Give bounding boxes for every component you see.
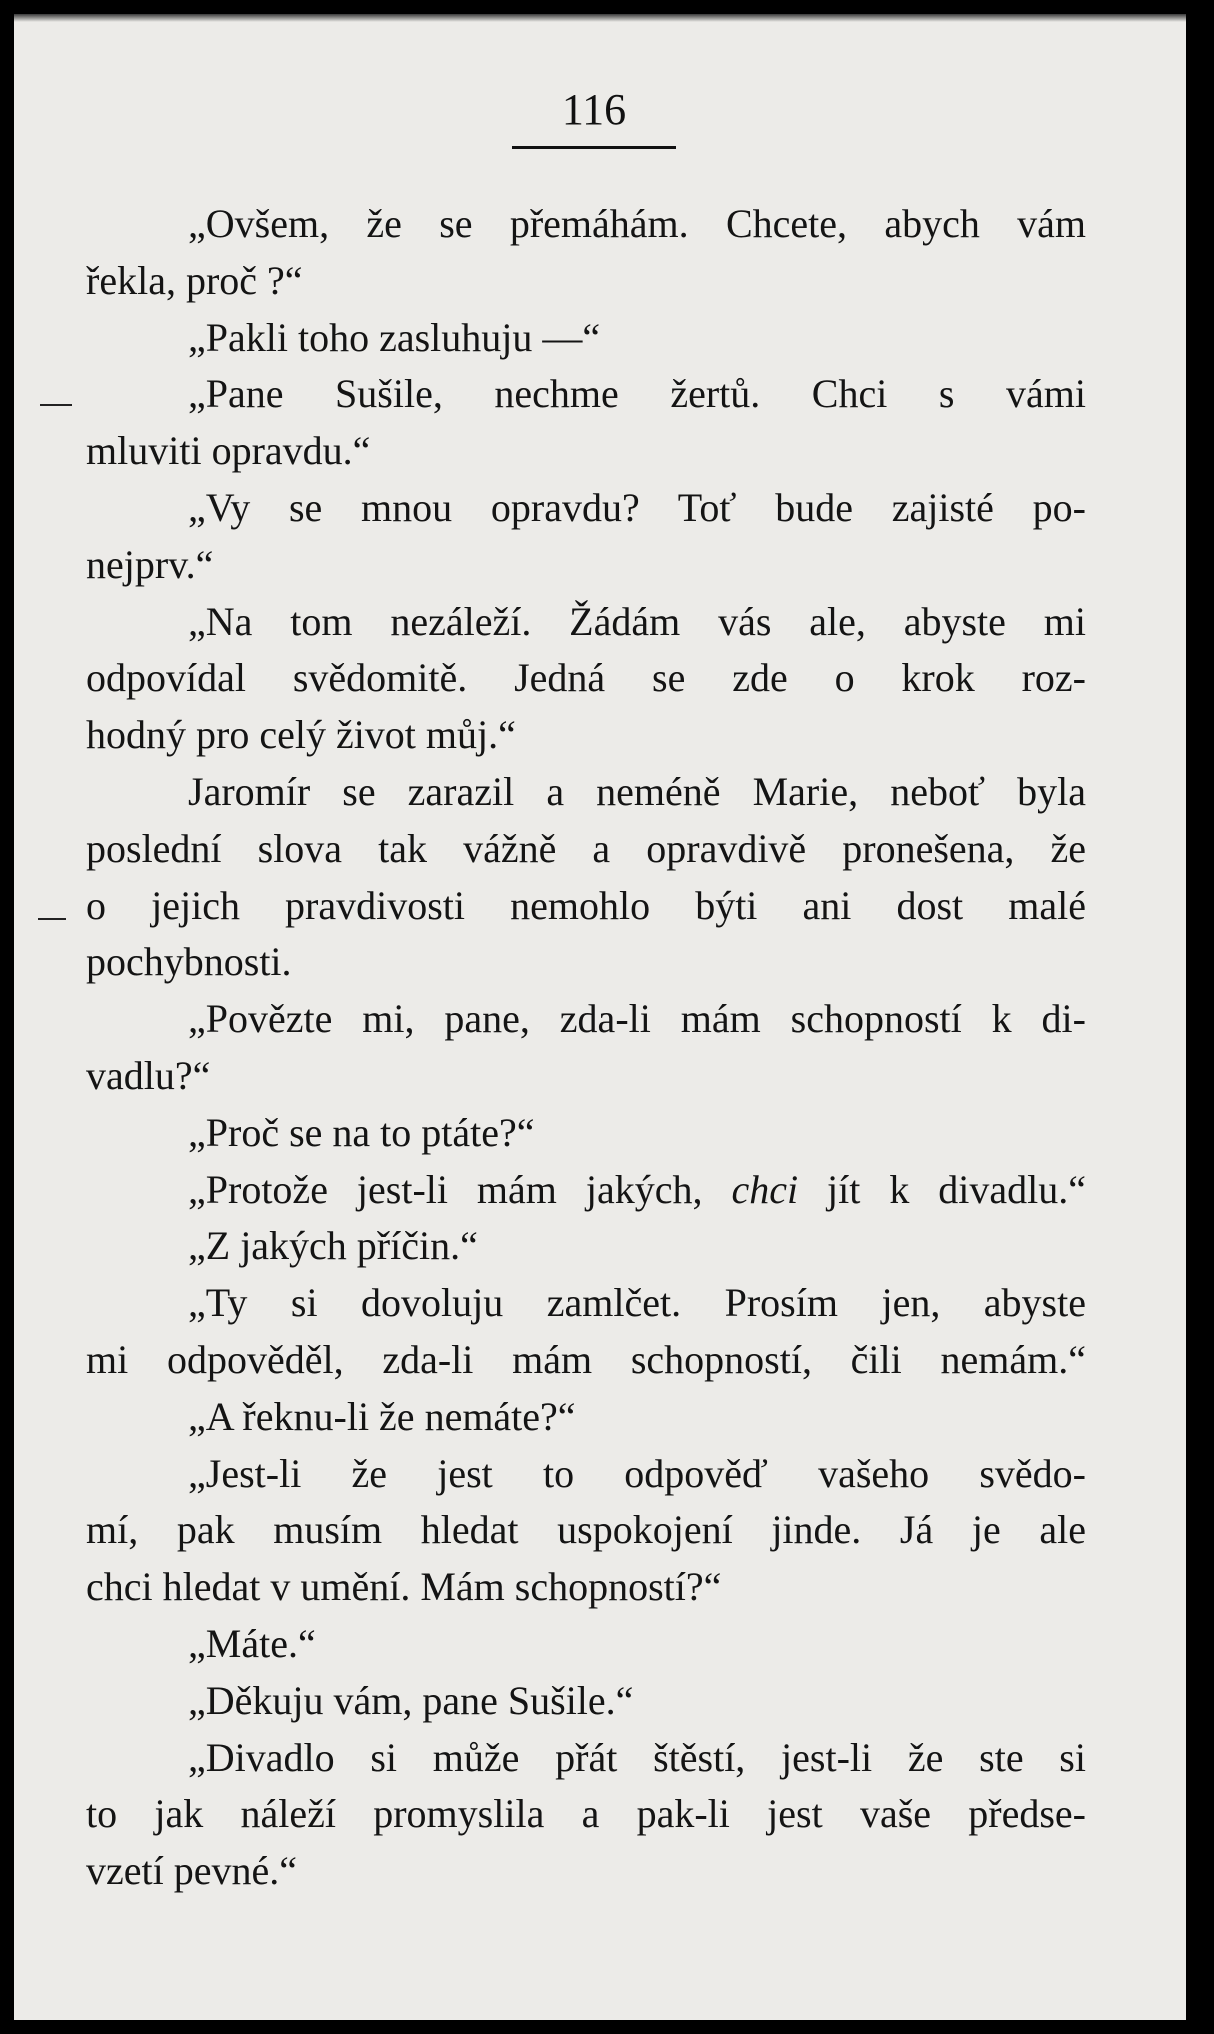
text-line: „Ty si dovoluju zamlčet. Prosím jen, abyste [188, 1280, 1086, 1326]
text-line: „Divadlo si může přát štěstí, jest-li že ste si [188, 1734, 1086, 1780]
text-line: „A řeknu-li že nemáte?“ [188, 1393, 576, 1439]
text-line: „Ovšem, že se přemáhám. Chcete, abych vám [188, 201, 1086, 246]
text-line: „Proč se na to ptáte?“ [188, 1109, 535, 1155]
page-top-edge [14, 14, 1186, 22]
book-page [14, 14, 1186, 2020]
text-line: hodný pro celý život můj.“ [86, 712, 516, 758]
text-line: vzetí pevné.“ [86, 1848, 297, 1894]
text-line: „Pakli toho zasluhuju —“ [188, 314, 601, 360]
text-line: to jak náleží promyslila a pak-li jest vaše předse- [86, 1791, 1086, 1837]
text-line: „Děkuju vám, pane Sušile.“ [188, 1677, 634, 1723]
text-line: „Pane Sušile, nechme žertů. Chci s vámi [188, 371, 1086, 417]
italic-word: chci [731, 1166, 799, 1212]
text-line: mi odpověděl, zda-li mám schopností, čili nemám.“ [86, 1336, 1086, 1382]
text-line: „Protože jest-li mám jakých, chci jít k divadlu.“ [188, 1166, 1087, 1212]
text-line: „Vy se mnou opravdu? Toť bude zajisté po- [188, 484, 1086, 530]
text-line: „Máte.“ [188, 1620, 316, 1666]
text-line: chci hledat v umění. Mám schopností?“ [86, 1564, 722, 1610]
text-line: řekla, proč ?“ [86, 257, 303, 303]
text-line: mluviti opravdu.“ [86, 428, 371, 474]
page-number-rule [512, 146, 676, 149]
text-line: „Z jakých příčin.“ [188, 1223, 478, 1269]
margin-dash [38, 918, 66, 920]
text-line: nejprv.“ [86, 541, 214, 587]
text-line: poslední slova tak vážně a opravdivě pronešena, že [86, 825, 1086, 871]
text-line: „Povězte mi, pane, zda-li mám schopností k di- [188, 996, 1086, 1042]
text-line: mí, pak musím hledat uspokojení jinde. Já je ale [86, 1507, 1086, 1553]
text-line: „Na tom nezáleží. Žádám vás ale, abyste mi [188, 598, 1086, 644]
text-line: o jejich pravdivosti nemohlo býti ani dost malé [86, 882, 1086, 928]
body-text [86, 196, 1086, 1900]
text-line: pochybnosti. [86, 939, 292, 985]
page-number: 116 [561, 85, 627, 134]
text-line: Jaromír se zarazil a neméně Marie, neboť byla [188, 768, 1086, 814]
text-line: „Jest-li že jest to odpověď vašeho svědo- [188, 1450, 1086, 1496]
margin-dash [40, 404, 72, 406]
text-line: vadlu?“ [86, 1052, 211, 1098]
text-line: odpovídal svědomitě. Jedná se zde o krok roz- [86, 655, 1086, 701]
